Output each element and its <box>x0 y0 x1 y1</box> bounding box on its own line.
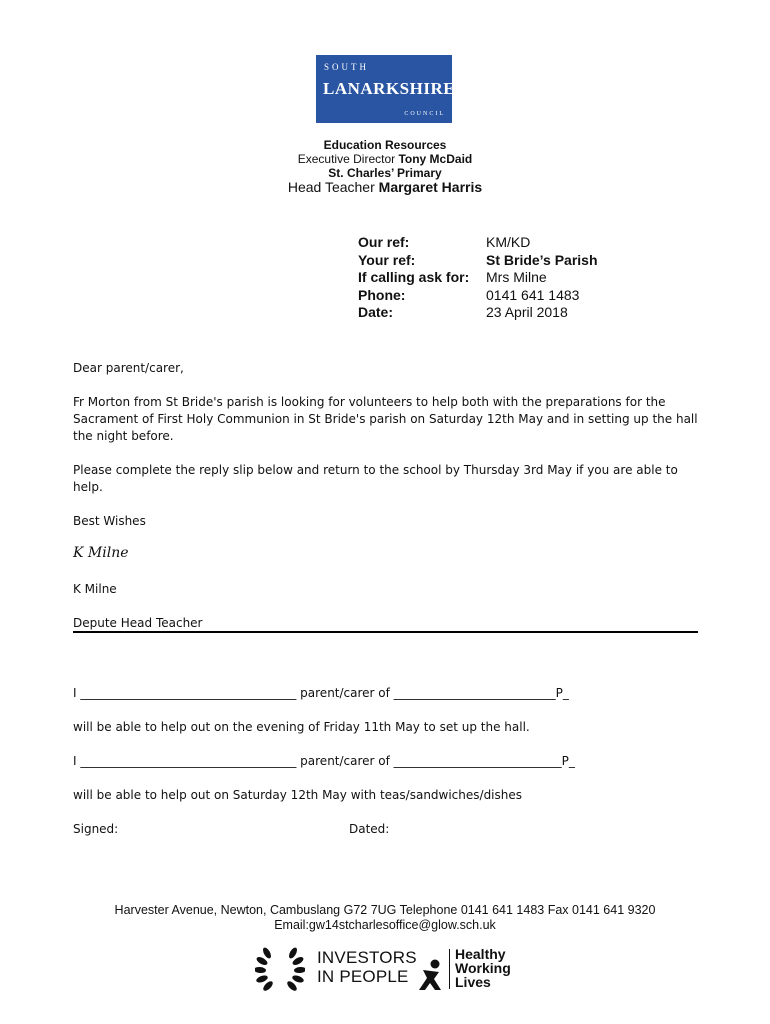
iip-line-2: IN PEOPLE <box>317 967 409 986</box>
council-logo <box>316 55 456 123</box>
logo-text-south: SOUTH <box>324 62 370 72</box>
slip-text-saturday: will be able to help out on Saturday 12th May with teas/sandwiches/dishes <box>73 788 523 802</box>
closing: Best Wishes <box>73 514 146 528</box>
divider <box>73 631 698 633</box>
ref-row-your-ref <box>358 252 658 270</box>
dept-heading: Education Resources <box>323 138 447 152</box>
executive-director-prefix: Executive Director <box>297 152 399 166</box>
slip-line-friday: I ____________________________________ parent/carer of ___________________________P_ <box>73 686 569 700</box>
footer-email: Email:gw14stcharlesoffice@glow.sch.uk <box>274 918 496 932</box>
healthy-working-lives-logo <box>455 947 511 989</box>
signed-label: Signed: <box>73 822 119 836</box>
head-teacher-name: Margaret Harris <box>378 179 483 195</box>
person-figure-icon <box>417 959 445 991</box>
reference-block <box>358 234 658 322</box>
signature: K Milne <box>73 545 129 561</box>
iip-line-1: INVESTORS <box>317 948 417 967</box>
investors-in-people-text <box>317 948 417 986</box>
slip-text-friday: will be able to help out on the evening of Friday 11th May to set up the hall. <box>73 720 530 734</box>
ref-label: Our ref: <box>358 234 410 250</box>
ref-value: KM/KD <box>486 234 531 250</box>
ref-value: Mrs Milne <box>486 269 547 285</box>
slip-line-saturday: I ____________________________________ parent/carer of ____________________________P_ <box>73 754 575 768</box>
ref-row-our-ref <box>358 234 658 252</box>
ref-value: 0141 641 1483 <box>486 286 580 303</box>
dated-label: Dated: <box>349 822 390 836</box>
logo-divider <box>449 949 450 989</box>
hwl-line-2: Working <box>455 960 511 976</box>
investors-in-people-logo <box>255 945 525 991</box>
head-teacher-prefix: Head Teacher <box>287 179 379 195</box>
executive-director-name: Tony McDaid <box>398 152 473 166</box>
ref-label: Your ref: <box>358 251 416 268</box>
ref-value: St Bride’s Parish <box>486 251 598 268</box>
executive-director-line <box>0 152 770 166</box>
signer-title: Depute Head Teacher <box>73 616 203 630</box>
ref-row-phone <box>358 287 658 305</box>
ref-label: Date: <box>358 304 394 320</box>
paragraph-volunteers: Fr Morton from St Bride's parish is looking for volunteers to help both with the preparations for the Sacrament of First Holy Communion in St Bride's parish on Saturday 12th May and in setting up the hall the night before. <box>73 395 698 443</box>
ref-row-date <box>358 304 658 322</box>
logo-text-council: COUNCIL <box>404 111 445 117</box>
ref-label: Phone: <box>358 286 406 303</box>
hwl-line-3: Lives <box>455 974 491 990</box>
head-teacher-line <box>0 179 770 195</box>
logo-text-lanarkshire: LANARKSHIRE <box>323 79 456 98</box>
ref-label: If calling ask for: <box>358 269 470 285</box>
ref-row-calling <box>358 269 658 287</box>
paragraph-reply-slip: Please complete the reply slip below and return to the school by Thursday 3rd May if you are able to help. <box>73 463 678 494</box>
signer-name: K Milne <box>73 582 117 596</box>
salutation: Dear parent/carer, <box>73 361 184 375</box>
ref-value: 23 April 2018 <box>486 304 568 320</box>
hwl-line-1: Healthy <box>455 946 506 962</box>
footer-address: Harvester Avenue, Newton, Cambuslang G72 7UG Telephone 0141 641 1483 Fax 0141 641 9320 <box>114 903 656 917</box>
laurel-wreath-icon <box>255 945 305 991</box>
school-name: St. Charles’ Primary <box>328 166 442 180</box>
